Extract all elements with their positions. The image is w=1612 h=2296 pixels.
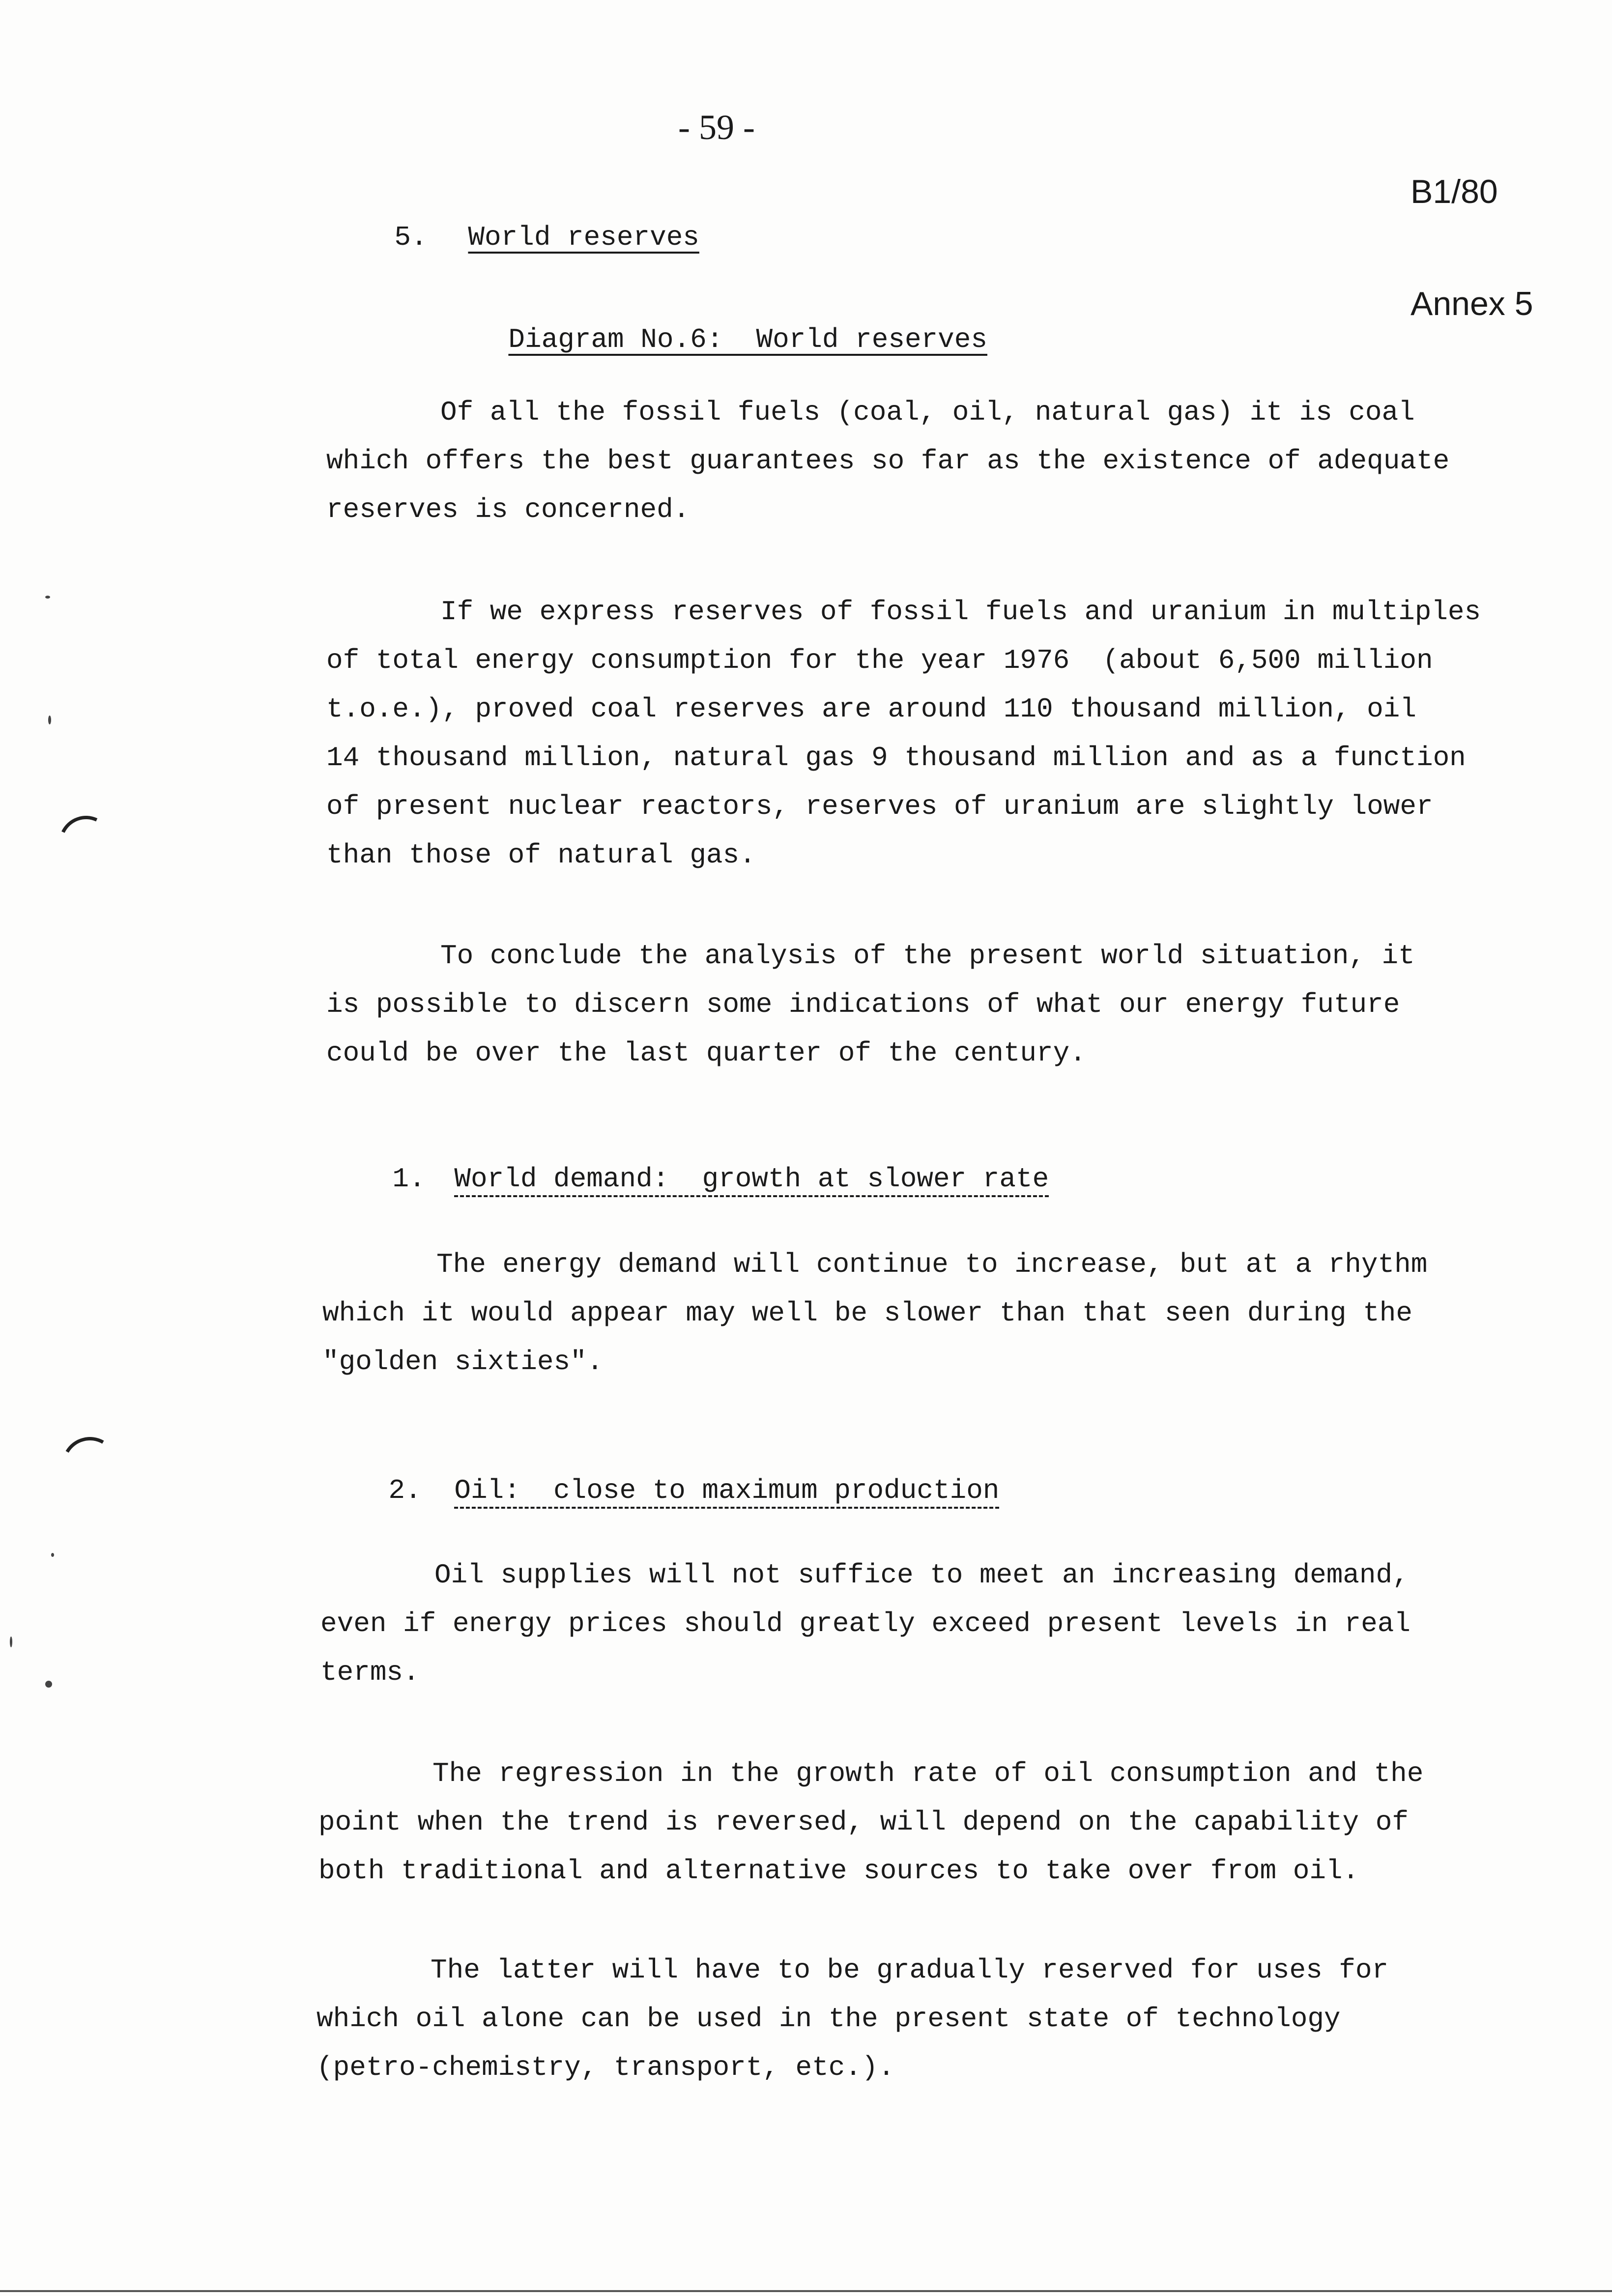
- text-line: is possible to discern some indications of what our energy future: [326, 989, 1400, 1020]
- text-line: The energy demand will continue to increase, but at a rhythm: [436, 1249, 1428, 1280]
- diagram-caption-text: Diagram No.6: World reserves: [508, 324, 987, 355]
- text-line: reserves is concerned.: [326, 494, 690, 525]
- text-line: "golden sixties".: [322, 1346, 604, 1378]
- text-line: could be over the last quarter of the century.: [326, 1037, 1086, 1069]
- paragraph-7: [317, 1946, 1388, 2092]
- scan-speck: [45, 1681, 52, 1688]
- point-number: 1.: [392, 1163, 426, 1195]
- page-number: - 59 -: [678, 108, 755, 147]
- section-heading: [328, 186, 699, 289]
- paragraph-1: [326, 388, 1449, 534]
- text-line: of total energy consumption for the year 1976 (about 6,500 million: [326, 645, 1433, 676]
- scan-speck: [48, 716, 51, 724]
- scan-speck: [45, 596, 50, 599]
- scan-speck: [10, 1636, 12, 1647]
- paragraph-6: [318, 1750, 1423, 1895]
- text-line: (petro-chemistry, transport, etc.).: [317, 2052, 895, 2083]
- text-line: 14 thousand million, natural gas 9 thousand million and as a function: [326, 742, 1466, 774]
- point-title: World demand: growth at slower rate: [454, 1163, 1049, 1195]
- paragraph-3: [326, 932, 1415, 1078]
- point-2-heading: [322, 1439, 999, 1542]
- binder-hole-mark: [52, 808, 121, 878]
- section-title: World reserves: [468, 222, 699, 253]
- scan-speck: [51, 1553, 54, 1557]
- diagram-caption: [442, 288, 987, 391]
- document-reference: [1410, 98, 1533, 397]
- text-line: The regression in the growth rate of oil consumption and the: [432, 1758, 1424, 1789]
- point-title: Oil: close to maximum production: [454, 1475, 1000, 1506]
- text-line: which it would appear may well be slower than that seen during the: [322, 1297, 1412, 1329]
- point-1-heading: [326, 1127, 1049, 1231]
- text-line: terms.: [320, 1657, 420, 1688]
- text-line: of present nuclear reactors, reserves of uranium are slightly lower: [326, 791, 1433, 822]
- paragraph-2: [326, 588, 1481, 880]
- text-line: which oil alone can be used in the present state of technology: [317, 2003, 1341, 2035]
- text-line: t.o.e.), proved coal reserves are around 110 thousand million, oil: [326, 693, 1416, 725]
- paragraph-4: [322, 1240, 1427, 1386]
- text-line: than those of natural gas.: [326, 839, 756, 871]
- text-line: The latter will have to be gradually reserved for uses for: [431, 1954, 1389, 1986]
- text-line: If we express reserves of fossil fuels and uranium in multiples: [440, 596, 1481, 628]
- reference-code: B1/80: [1410, 173, 1498, 210]
- text-line: Of all the fossil fuels (coal, oil, natural gas) it is coal: [440, 397, 1415, 428]
- text-line: even if energy prices should greatly exceed present levels in real: [320, 1608, 1410, 1639]
- text-line: both traditional and alternative sources to take over from oil.: [318, 1855, 1359, 1887]
- section-number: 5.: [394, 222, 428, 253]
- paragraph-5: [320, 1551, 1410, 1697]
- text-line: which offers the best guarantees so far as the existence of adequate: [326, 445, 1450, 477]
- point-number: 2.: [388, 1475, 422, 1506]
- binder-hole-mark: [56, 1431, 124, 1499]
- text-line: point when the trend is reversed, will depend on the capability of: [318, 1807, 1409, 1838]
- text-line: To conclude the analysis of the present world situation, it: [440, 940, 1415, 972]
- text-line: Oil supplies will not suffice to meet an increasing demand,: [434, 1559, 1409, 1591]
- page-bottom-edge: [0, 2290, 1612, 2292]
- reference-annex: Annex 5: [1410, 285, 1533, 322]
